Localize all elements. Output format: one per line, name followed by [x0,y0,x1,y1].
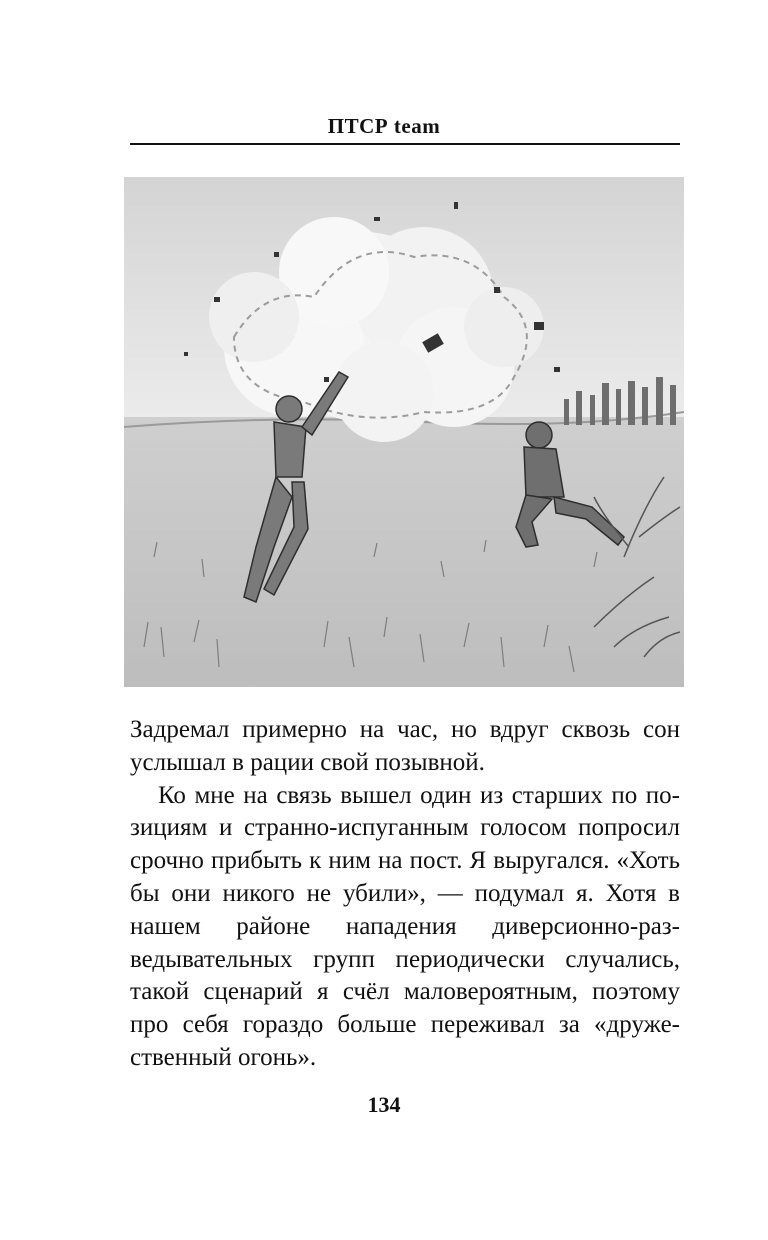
page-number: 134 [367,1092,401,1117]
illustration [124,177,684,687]
explosion-soldiers-illustration [124,177,684,687]
field [124,417,684,687]
running-head: ПТСР team [327,114,441,138]
paragraph-1: Задремал примерно на час, но вдруг сквозь сон услышал в рации свой позывной. [130,716,680,776]
body-text [130,714,680,1075]
header-rule [130,143,680,145]
paragraph-2: Ко мне на связь вышел один из старших по позициям и странно-испуганным голосом попросил срочно прибыть к ним на пост. Я выругался. «Хоть бы они никого не убили», — подумал я. Хотя в нашем районе нападения диверсионно-разведывательных групп периодически случались, такой сценарий я счёл маловероятным, поэтому про себя гораздо больше переживал за «дружественный огонь». [130,781,680,1071]
